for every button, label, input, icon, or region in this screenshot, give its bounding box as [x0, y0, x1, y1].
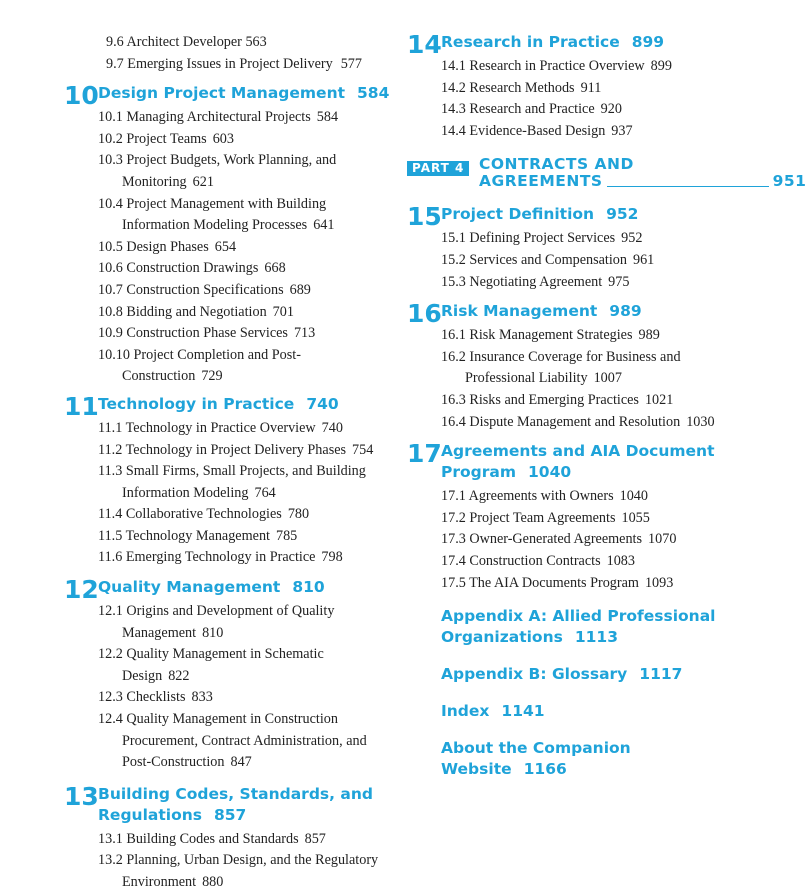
entry-page: 857 — [304, 830, 326, 847]
entry-label: 16.3 Risks and Emerging Practices — [441, 391, 639, 408]
toc-entry[interactable] — [98, 237, 394, 259]
entry-page: 621 — [192, 173, 214, 190]
chapter-title-link[interactable] — [441, 441, 752, 483]
toc-entry[interactable] — [98, 150, 394, 193]
entry-label: 10.1 Managing Architectural Projects — [98, 109, 311, 126]
chapter-number: 15 — [407, 202, 442, 232]
entry-page: 1030 — [686, 413, 715, 430]
entry-label: 12.2 Quality Management in Schematic Design — [98, 646, 324, 684]
toc-entry[interactable] — [441, 573, 752, 595]
entry-label: 11.4 Collaborative Technologies — [98, 506, 282, 523]
section-list — [441, 56, 752, 142]
chapter-title-link[interactable] — [98, 394, 394, 415]
entry-label: 12.4 Quality Management in Construction Procurement, Contract Administration, and Post-Construction — [98, 711, 367, 771]
entry-label: 11.5 Technology Management — [98, 527, 270, 544]
entry-label: 16.4 Dispute Management and Resolution — [441, 413, 681, 430]
appendix-b-link[interactable]: Appendix B: Glossary 1117 — [441, 665, 683, 684]
chapter-page: 989 — [609, 302, 642, 321]
toc-entry[interactable] — [98, 345, 394, 388]
entry-page: 764 — [254, 484, 276, 501]
toc-entry[interactable] — [98, 418, 394, 440]
entry-page: 833 — [191, 689, 213, 706]
chapter-16 — [407, 301, 752, 433]
toc-entry[interactable] — [98, 129, 394, 151]
chapter-11 — [64, 391, 394, 569]
toc-entry[interactable] — [98, 547, 394, 569]
entry-label: 10.6 Construction Drawings — [98, 260, 259, 277]
entry-page: 780 — [287, 506, 310, 523]
appendix-a-link[interactable]: Appendix A: Allied Professional Organizations 1113 — [441, 607, 716, 647]
toc-entry[interactable] — [441, 250, 752, 272]
entry-label: 14.4 Evidence-Based Design — [441, 122, 606, 139]
entry-label: 12.1 Origins and Development of Quality Management — [98, 603, 335, 641]
toc-entry[interactable] — [441, 99, 752, 121]
section-list — [98, 107, 394, 388]
entry-label: 10.9 Construction Phase Services — [98, 325, 288, 342]
section-list — [98, 829, 394, 894]
entry-label: 16.2 Insurance Coverage for Business and Professional Liability — [441, 348, 681, 387]
chapter-title: Project Definition — [441, 205, 595, 224]
index-link[interactable]: Index 1141 — [441, 702, 545, 721]
chapter-number: 13 — [64, 781, 99, 811]
toc-entry[interactable] — [441, 325, 752, 347]
entry-page: 689 — [289, 281, 311, 298]
companion-website-link[interactable]: About the Companion Website 1166 — [441, 739, 631, 779]
part-rule — [607, 186, 769, 187]
toc-entry[interactable] — [98, 709, 394, 774]
entry-page: 641 — [313, 217, 335, 234]
toc-entry[interactable] — [98, 601, 394, 644]
section-list — [441, 486, 752, 594]
entry-label: 17.5 The AIA Documents Program — [441, 574, 639, 591]
toc-entry[interactable] — [441, 551, 752, 573]
entry-label: 10.8 Bidding and Negotiation — [98, 303, 267, 320]
chapter-page: 899 — [631, 33, 665, 51]
toc-entry[interactable] — [441, 78, 752, 100]
appendix-list — [407, 606, 752, 780]
right-column — [407, 30, 806, 780]
chapter-14 — [407, 32, 752, 142]
part-title-line1: CONTRACTS AND — [479, 155, 634, 174]
chapter-10 — [64, 83, 394, 388]
entry-label: 10.3 Project Budgets, Work Planning, and Monitoring — [98, 152, 337, 190]
entry-page: 668 — [264, 260, 286, 277]
entry-page: 754 — [352, 441, 374, 458]
entry-page: 701 — [272, 303, 294, 320]
chapter-title: Risk Management — [441, 302, 598, 321]
entry-page: 920 — [600, 101, 622, 118]
chapter-page: 1040 — [528, 463, 572, 482]
entry-page: 822 — [168, 667, 190, 684]
chapter-title-link[interactable] — [441, 204, 752, 225]
chapter-title: Agreements and AIA Document Program — [441, 442, 715, 482]
chapter-page: 857 — [213, 805, 247, 824]
entry-page: 1083 — [606, 552, 635, 569]
entry-label: 15.1 Defining Project Services — [441, 230, 616, 247]
chapter-page: 740 — [306, 394, 339, 413]
entry-page: 1055 — [621, 509, 650, 526]
entry-page: 785 — [275, 527, 298, 544]
entry-page: 899 — [650, 58, 672, 74]
entry-page: 961 — [632, 251, 655, 268]
entry-label: 17.1 Agreements with Owners — [441, 488, 614, 505]
entry-page: 952 — [621, 230, 643, 247]
entry-page: 713 — [293, 325, 316, 342]
chapter-number: 17 — [407, 439, 442, 469]
part-4-heading[interactable] — [407, 155, 806, 191]
entry-label: 12.3 Checklists — [98, 689, 186, 706]
chapter-title: Technology in Practice — [98, 394, 295, 413]
chapter-title-link[interactable] — [441, 32, 752, 53]
chapter-title-link[interactable] — [441, 301, 752, 322]
chapter-page: 952 — [606, 205, 639, 224]
entry-page: 937 — [611, 122, 633, 139]
chapter-title: Design Project Management — [98, 84, 346, 103]
toc-entry[interactable] — [98, 194, 394, 237]
left-column — [64, 32, 394, 894]
entry-page: 1070 — [648, 531, 677, 548]
entry-label: 10.10 Project Completion and Post-Construction — [98, 346, 301, 385]
toc-entry[interactable] — [441, 486, 752, 508]
toc-entry[interactable] — [441, 347, 752, 390]
entry-page: 654 — [214, 238, 237, 255]
entry-label: 14.1 Research in Practice Overview — [441, 58, 645, 74]
section-list — [98, 418, 394, 569]
section-list — [98, 601, 394, 774]
entry-page: 798 — [321, 549, 343, 566]
entry-page: 1040 — [619, 488, 648, 505]
entry-page: 740 — [321, 419, 343, 436]
entry-page: 880 — [202, 874, 224, 890]
toc-entry[interactable] — [441, 508, 752, 530]
entry-label: 17.4 Construction Contracts — [441, 552, 601, 569]
entry-label: 10.7 Construction Specifications — [98, 281, 284, 298]
entry-page: 847 — [230, 754, 252, 771]
part-page: 951 — [772, 172, 806, 191]
entry-label: 10.5 Design Phases — [98, 238, 209, 255]
entry-label: 17.3 Owner-Generated Agreements — [441, 531, 643, 548]
entry-label: 11.3 Small Firms, Small Projects, and Building Information Modeling — [98, 463, 366, 501]
toc-entry[interactable] — [441, 228, 752, 250]
entry-page: 584 — [316, 109, 339, 126]
toc-entry[interactable] — [441, 412, 752, 434]
chapter-number: 10 — [64, 81, 99, 111]
entry-page: 603 — [212, 130, 234, 147]
toc-entry[interactable] — [98, 440, 394, 462]
entry-page: 911 — [580, 79, 602, 96]
entry-label: 10.2 Project Teams — [98, 130, 207, 147]
toc-entry[interactable] — [98, 302, 394, 324]
entry-page: 1021 — [644, 391, 674, 408]
toc-entry[interactable] — [98, 258, 394, 280]
toc-entry[interactable] — [441, 121, 752, 143]
entry-label: 11.6 Emerging Technology in Practice — [98, 549, 316, 566]
chapter-title-link[interactable] — [98, 83, 394, 104]
entry-page: 810 — [202, 624, 224, 641]
entry-label: 14.3 Research and Practice — [441, 101, 595, 118]
toc-entry[interactable] — [441, 529, 752, 551]
entry-label: 14.2 Research Methods — [441, 79, 575, 96]
toc-entry[interactable] — [98, 687, 394, 709]
entry-label: 17.2 Project Team Agreements — [441, 509, 616, 526]
section-list — [441, 325, 752, 433]
toc-entry[interactable] — [98, 323, 394, 345]
entry-page: 989 — [638, 327, 660, 344]
entry-label: 15.3 Negotiating Agreement — [441, 273, 603, 290]
chapter-title-link[interactable] — [98, 577, 394, 598]
chapter-12 — [64, 577, 394, 774]
section-list — [441, 228, 752, 293]
chapter-title-link[interactable] — [98, 784, 394, 826]
chapter-number: 14 — [407, 30, 442, 59]
entry-label: 16.1 Risk Management Strategies — [441, 327, 633, 344]
chapter-title: Quality Management — [98, 578, 281, 597]
toc-entry[interactable] — [98, 526, 394, 548]
toc-entry[interactable]: 9.6 Architect Developer 563 — [106, 34, 267, 50]
orphan-entries — [64, 32, 394, 75]
chapter-title: Research in Practice — [441, 33, 620, 51]
chapter-15 — [407, 204, 752, 293]
toc-entry[interactable] — [98, 504, 394, 526]
toc-entry[interactable] — [98, 850, 394, 893]
entry-page: 729 — [201, 368, 223, 385]
chapter-number: 11 — [64, 391, 99, 421]
chapter-13 — [64, 781, 394, 894]
entry-label: 11.1 Technology in Practice Overview — [98, 419, 316, 436]
chapter-title: Building Codes, Standards, and Regulations — [98, 784, 374, 824]
chapter-page: 810 — [292, 578, 325, 597]
entry-label: 13.1 Building Codes and Standards — [98, 830, 299, 847]
toc-entry[interactable]: 9.7 Emerging Issues in Project Delivery 577 — [106, 55, 362, 72]
chapter-number: 16 — [407, 299, 442, 329]
entry-label: 10.4 Project Management with Building Information Modeling Processes — [98, 195, 327, 234]
entry-page: 1093 — [644, 574, 674, 591]
chapter-page: 584 — [357, 84, 390, 103]
entry-page: 1007 — [593, 370, 622, 387]
toc-entry[interactable] — [98, 829, 394, 851]
toc-entry[interactable] — [98, 107, 394, 129]
part-tag: PART 4 — [407, 161, 469, 176]
toc-entry[interactable] — [98, 280, 394, 302]
entry-label: 15.2 Services and Compensation — [441, 251, 627, 268]
toc-entry[interactable] — [98, 644, 394, 687]
chapter-number: 12 — [64, 575, 99, 605]
toc-entry[interactable] — [441, 56, 752, 78]
toc-entry[interactable] — [98, 461, 394, 504]
toc-entry[interactable] — [441, 272, 752, 294]
entry-page: 975 — [608, 273, 630, 290]
entry-label: 11.2 Technology in Project Delivery Phases — [98, 441, 347, 458]
part-title-line2: AGREEMENTS — [479, 172, 603, 191]
entry-label: 13.2 Planning, Urban Design, and the Regulatory Environment — [98, 852, 379, 890]
chapter-17 — [407, 441, 752, 594]
toc-entry[interactable] — [441, 390, 752, 412]
